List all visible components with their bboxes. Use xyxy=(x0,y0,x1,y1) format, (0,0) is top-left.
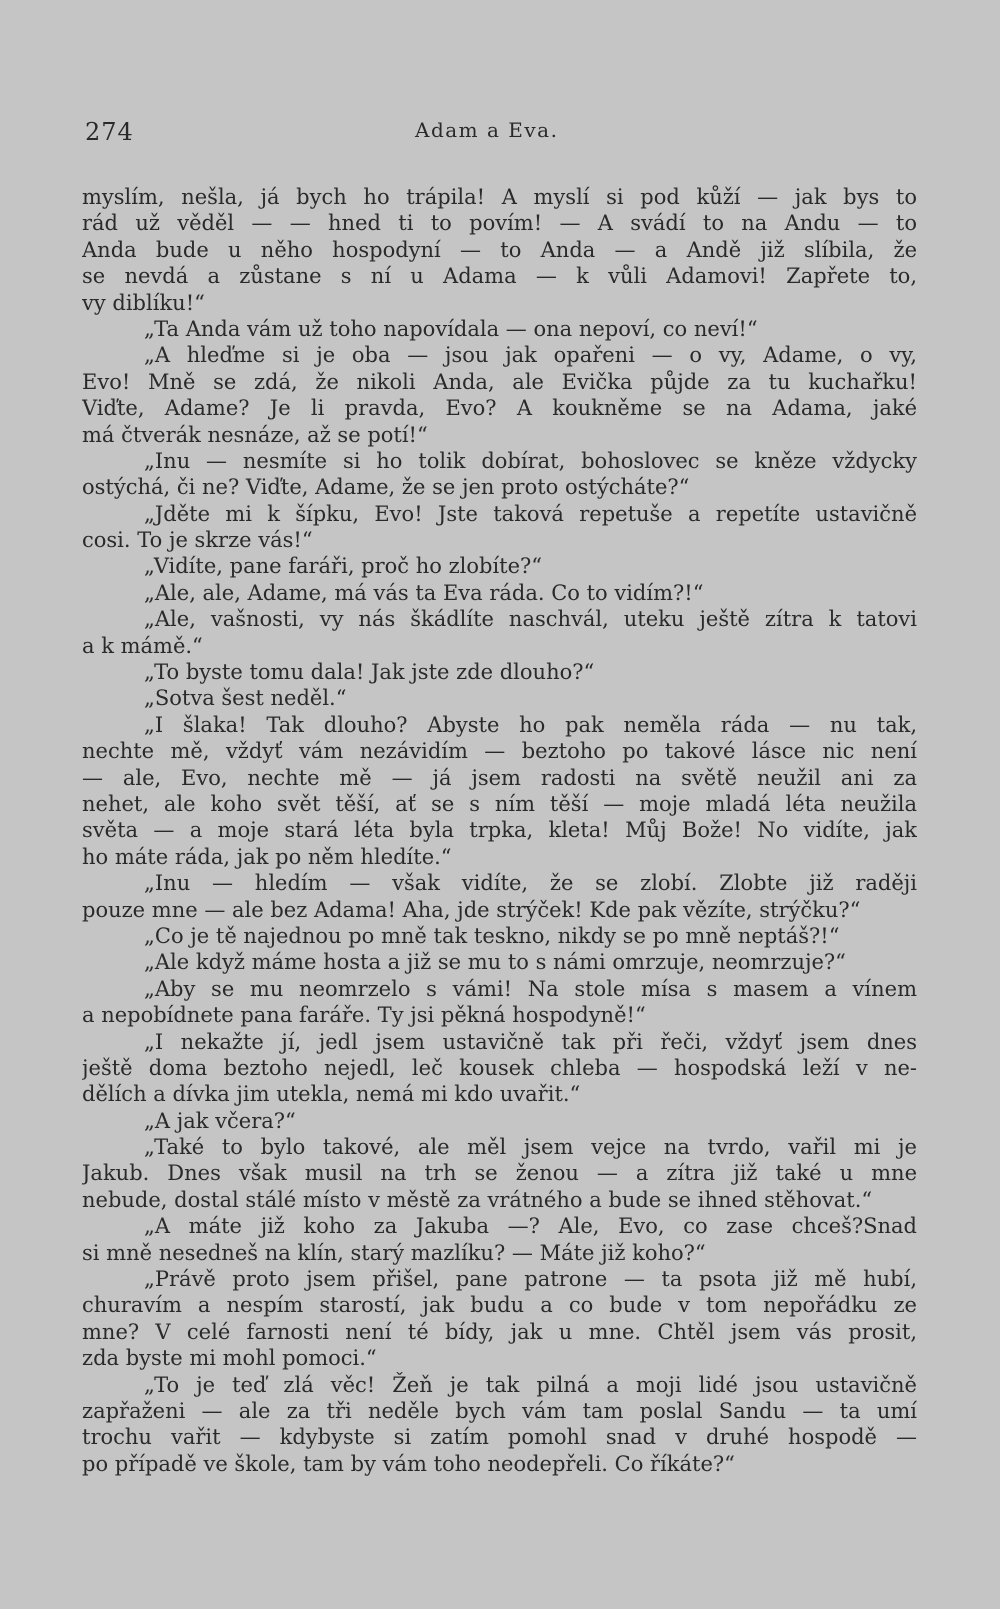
text-line: dělích a dívka jim utekla, nemá mi kdo uvařit.“ xyxy=(82,1082,581,1107)
text-line: a k mámě.“ xyxy=(82,633,203,658)
text-line: Jakub. Dnes však musil na trh se ženou — a zítra již také u mne xyxy=(82,1161,917,1186)
text-line: „To je teď zlá věc! Žeň je tak pilná a moji lidé jsou ustavičně xyxy=(144,1372,917,1397)
text-line: „Vidíte, pane faráři, proč ho zlobíte?“ xyxy=(144,554,543,579)
text-line: rád už věděl — — hned ti to povím! — A svádí to na Andu — to xyxy=(82,211,917,236)
text-line: „I šlaka! Tak dlouho? Abyste ho pak neměla ráda — nu tak, xyxy=(144,712,917,737)
text-line: nehet, ale koho svět těší, ať se s ním těší — moje mladá léta neužila xyxy=(82,791,917,816)
text-line: se nevdá a zůstane s ní u Adama — k vůli Adamovi! Zapřete to, xyxy=(82,264,917,289)
text-line: a nepobídnete pana faráře. Ty jsi pěkná hospodyně!“ xyxy=(82,1003,646,1028)
text-line: nechte mě, vždyť vám nezávidím — beztoho po takové lásce nic není xyxy=(82,739,917,764)
text-line: si mně nesedneš na klín, starý mazlíku? — Máte již koho?“ xyxy=(82,1240,706,1265)
text-line: cosi. To je skrze vás!“ xyxy=(82,528,313,553)
text-line: po případě ve škole, tam by vám toho neodepřeli. Co říkáte?“ xyxy=(82,1451,735,1476)
text-line: myslím, nešla, já bych ho trápila! A myslí si pod kůží — jak bys to xyxy=(82,185,917,209)
text-line: „Inu — hledím — však vidíte, že se zlobí. Zlobte již raději xyxy=(144,871,917,896)
text-line: Viďte, Adame? Je li pravda, Evo? A koukněme se na Adama, jaké xyxy=(82,396,917,421)
text-line: ho máte ráda, jak po něm hledíte.“ xyxy=(82,844,452,869)
text-line: zda byste mi mohl pomoci.“ xyxy=(82,1346,377,1371)
text-line: „Sotva šest neděl.“ xyxy=(144,686,347,711)
text-line: „Ale když máme hosta a již se mu to s námi omrzuje, neomrzuje?“ xyxy=(144,950,846,975)
page-number: 274 xyxy=(85,118,134,146)
text-line: „Aby se mu neomrzelo s vámi! Na stole mísa s masem a vínem xyxy=(144,976,917,1001)
text-line: vy diblíku!“ xyxy=(82,290,205,315)
text-line: „To byste tomu dala! Jak jste zde dlouho?“ xyxy=(144,660,595,685)
text-line: „Ta Anda vám už toho napovídala — ona nepoví, co neví!“ xyxy=(144,316,758,341)
page-header xyxy=(0,118,1000,150)
text-line: trochu vařit — kdybyste si zatím pomohl snad v druhé hospodě — xyxy=(82,1425,917,1450)
text-line: nebude, dostal stálé místo v městě za vrátného a bude se ihned stěhovat.“ xyxy=(82,1187,873,1212)
text-line: „Inu — nesmíte si ho tolik dobírat, bohoslovec se kněze vždycky xyxy=(144,448,917,473)
text-line: „I nekažte jí, jedl jsem ustavičně tak při řeči, vždyť jsem dnes xyxy=(144,1029,917,1054)
body-text xyxy=(82,184,917,1477)
text-line: „Jděte mi k šípku, Evo! Jste taková repetuše a repetíte ustavičně xyxy=(144,501,917,526)
text-line: pouze mne — ale bez Adama! Aha, jde strýček! Kde pak vězíte, strýčku?“ xyxy=(82,897,861,922)
text-line: ještě doma beztoho nejedl, leč kousek chleba — hospodská leží v ne- xyxy=(82,1055,917,1080)
text-line: „A hleďme si je oba — jsou jak opařeni — o vy, Adame, o vy, xyxy=(144,343,917,368)
text-line: — ale, Evo, nechte mě — já jsem radosti na světě neužil ani za xyxy=(82,765,917,790)
text-line: mne? V celé farnosti není té bídy, jak u mne. Chtěl jsem vás prosit, xyxy=(82,1319,917,1344)
text-line: „A máte již koho za Jakuba —? Ale, Evo, co zase chceš?Snad xyxy=(144,1214,917,1239)
text-line: Evo! Mně se zdá, že nikoli Anda, ale Evička půjde za tu kuchařku! xyxy=(82,369,917,394)
text-line: „A jak včera?“ xyxy=(144,1108,296,1133)
text-line: „Také to bylo takové, ale měl jsem vejce na tvrdo, vařil mi je xyxy=(144,1135,917,1160)
text-line: ostýchá, či ne? Viďte, Adame, že se jen proto ostýcháte?“ xyxy=(82,475,690,500)
text-line: „Právě proto jsem přišel, pane patrone — ta psota již mě hubí, xyxy=(144,1267,917,1292)
text-line: „Ale, ale, Adame, má vás ta Eva ráda. Co to vidím?!“ xyxy=(144,580,704,605)
text-line: „Co je tě najednou po mně tak teskno, nikdy se po mně neptáš?!“ xyxy=(144,923,840,948)
text-line: „Ale, vašnosti, vy nás škádlíte naschvál, uteku ještě zítra k tatovi xyxy=(144,607,917,632)
text-line: zapřaženi — ale za tři neděle bych vám tam poslal Sandu — ta umí xyxy=(82,1398,917,1423)
text-line: světa — a moje stará léta byla trpka, kleta! Můj Bože! No vidíte, jak xyxy=(82,818,917,843)
text-line: má čtverák nesnáze, až se potí!“ xyxy=(82,422,428,447)
running-title: Adam a Eva. xyxy=(415,118,559,142)
text-line: churavím a nespím starostí, jak budu a co bude v tom nepořádku ze xyxy=(82,1293,917,1318)
text-line: Anda bude u něho hospodyní — to Anda — a Andě již slíbila, že xyxy=(82,237,917,262)
